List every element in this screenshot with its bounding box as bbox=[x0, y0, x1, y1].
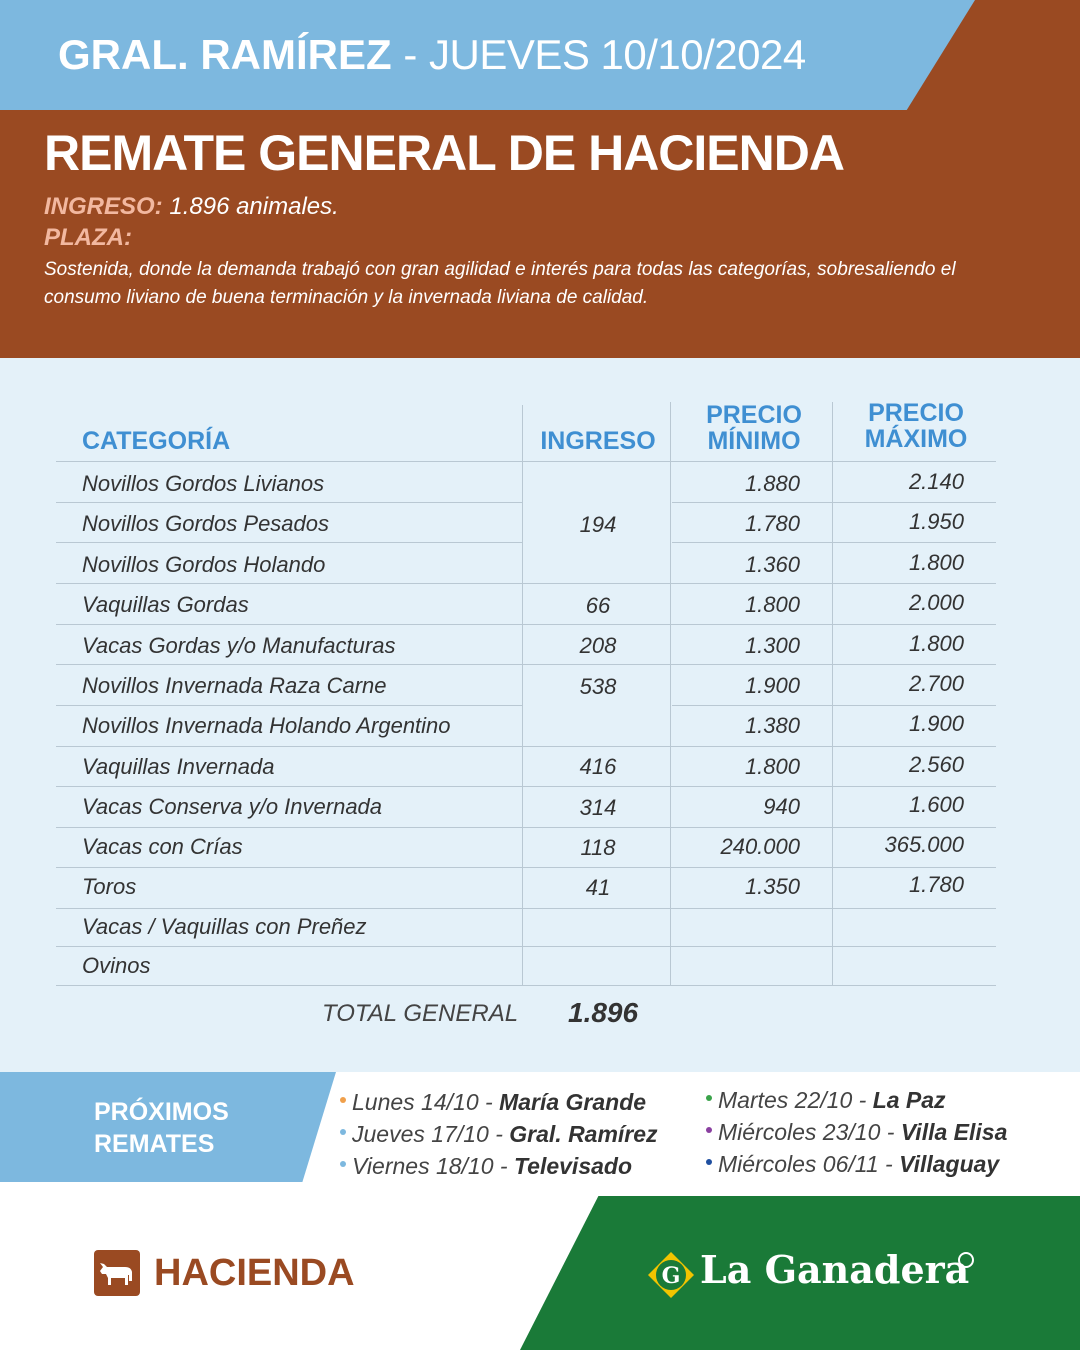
event-day: Miércoles 06/11 - bbox=[718, 1151, 900, 1177]
row-precio-minimo: 1.900 bbox=[744, 673, 800, 698]
dot-icon bbox=[340, 1161, 346, 1167]
date: JUEVES 10/10/2024 bbox=[428, 31, 806, 78]
ingreso-value: 1.896 animales. bbox=[162, 193, 339, 220]
ingreso-line bbox=[44, 192, 339, 222]
upcoming-event bbox=[706, 1084, 946, 1116]
row-ingreso: 314 bbox=[579, 795, 617, 820]
location-date bbox=[58, 30, 806, 80]
event-day: Viernes 18/10 - bbox=[352, 1153, 514, 1179]
row-categoria: Toros bbox=[82, 874, 137, 899]
row-ingreso: 66 bbox=[585, 593, 611, 618]
row-precio-minimo: 1.350 bbox=[744, 874, 800, 899]
row-precio-maximo: 1.900 bbox=[908, 711, 964, 736]
row-categoria: Vacas con Crías bbox=[82, 834, 243, 859]
row-ingreso: 118 bbox=[580, 835, 616, 860]
page-title: REMATE GENERAL DE HACIENDA bbox=[44, 125, 844, 181]
total-value: 1.896 bbox=[568, 997, 639, 1028]
upcoming-title-1: PRÓXIMOS bbox=[94, 1098, 229, 1126]
dot-icon bbox=[706, 1159, 712, 1165]
upcoming-event bbox=[340, 1118, 658, 1150]
event-place: Televisado bbox=[513, 1153, 633, 1179]
upcoming-title bbox=[94, 1096, 229, 1160]
registered-icon bbox=[958, 1252, 974, 1268]
column-divider bbox=[522, 405, 523, 985]
row-ingreso: 416 bbox=[579, 754, 617, 779]
row-precio-minimo: 1.880 bbox=[744, 471, 800, 496]
row-precio-minimo: 1.380 bbox=[744, 713, 800, 738]
row-categoria: Novillos Gordos Holando bbox=[82, 552, 326, 577]
logo-letter: G bbox=[661, 1263, 681, 1289]
row-categoria: Vacas Gordas y/o Manufacturas bbox=[82, 633, 396, 658]
row-categoria: Vaquillas Gordas bbox=[82, 592, 249, 617]
header-precio-maximo-1: PRECIO bbox=[868, 399, 964, 427]
upcoming-event bbox=[340, 1150, 632, 1182]
event-place: Villaguay bbox=[899, 1151, 1000, 1177]
row-ingreso: 194 bbox=[579, 512, 617, 537]
upcoming-title-2: REMATES bbox=[94, 1130, 215, 1158]
brand-name: La Ganadera bbox=[700, 1247, 970, 1292]
event-day: Jueves 17/10 - bbox=[352, 1121, 510, 1147]
row-categoria: Vacas Conserva y/o Invernada bbox=[82, 794, 383, 819]
row-categoria: Vaquillas Invernada bbox=[82, 754, 275, 779]
upcoming-event bbox=[706, 1116, 1007, 1148]
row-categoria: Novillos Gordos Livianos bbox=[82, 471, 325, 496]
row-precio-maximo: 365.000 bbox=[884, 832, 964, 857]
row-categoria: Ovinos bbox=[82, 953, 151, 978]
row-categoria: Novillos Invernada Raza Carne bbox=[82, 673, 387, 698]
header-categoria: CATEGORÍA bbox=[82, 427, 231, 455]
row-precio-minimo: 1.800 bbox=[744, 592, 800, 617]
plaza-label: PLAZA: bbox=[44, 224, 132, 251]
header-precio-minimo-2: MÍNIMO bbox=[707, 427, 801, 455]
dot-icon bbox=[706, 1095, 712, 1101]
cow-icon bbox=[94, 1250, 140, 1296]
row-divider bbox=[56, 985, 996, 986]
upcoming-event bbox=[340, 1086, 646, 1118]
header-precio-minimo-1: PRECIO bbox=[706, 401, 802, 429]
row-precio-maximo: 1.600 bbox=[908, 792, 964, 817]
event-day: Martes 22/10 - bbox=[718, 1087, 873, 1113]
row-precio-minimo: 1.800 bbox=[744, 754, 800, 779]
row-categoria: Vacas / Vaquillas con Preñez bbox=[82, 914, 367, 939]
row-precio-maximo: 2.000 bbox=[908, 590, 964, 615]
separator: - bbox=[391, 31, 429, 78]
row-ingreso: 208 bbox=[579, 633, 617, 658]
event-place: María Grande bbox=[499, 1089, 647, 1115]
row-precio-minimo: 1.360 bbox=[744, 552, 800, 577]
row-precio-maximo: 1.950 bbox=[908, 509, 964, 534]
column-divider bbox=[832, 402, 833, 985]
dot-icon bbox=[340, 1097, 346, 1103]
plaza-text: Sostenida, donde la demanda trabajó con gran agilidad e interés para todas las categorías, sobresaliendo el consumo liviano de buena terminación y la invernada liviana de calidad. bbox=[44, 259, 956, 308]
row-precio-maximo: 1.780 bbox=[908, 872, 964, 897]
event-place: Villa Elisa bbox=[900, 1119, 1008, 1145]
event-place: Gral. Ramírez bbox=[509, 1121, 658, 1147]
la-ganadera-logo-icon bbox=[646, 1250, 696, 1300]
event-place: La Paz bbox=[872, 1087, 946, 1113]
event-day: Lunes 14/10 - bbox=[352, 1089, 500, 1115]
dot-icon bbox=[340, 1129, 346, 1135]
ingreso-label: INGRESO: bbox=[44, 193, 163, 220]
row-precio-minimo: 1.300 bbox=[744, 633, 800, 658]
location: GRAL. RAMÍREZ bbox=[58, 31, 392, 78]
header-precio-maximo-2: MÁXIMO bbox=[864, 425, 968, 453]
row-categoria: Novillos Gordos Pesados bbox=[82, 511, 330, 536]
row-precio-minimo: 240.000 bbox=[720, 834, 800, 859]
header-ingreso: INGRESO bbox=[540, 427, 656, 455]
row-categoria: Novillos Invernada Holando Argentino bbox=[82, 713, 451, 738]
row-ingreso: 41 bbox=[585, 875, 611, 900]
row-precio-minimo: 1.780 bbox=[744, 511, 800, 536]
row-precio-maximo: 2.560 bbox=[908, 752, 964, 777]
header-precio-minimo bbox=[672, 402, 836, 454]
row-precio-maximo: 2.140 bbox=[908, 469, 964, 494]
header-precio-maximo bbox=[834, 400, 998, 452]
row-ingreso: 538 bbox=[579, 674, 617, 699]
section-name: HACIENDA bbox=[154, 1252, 355, 1294]
event-day: Miércoles 23/10 - bbox=[718, 1119, 901, 1145]
row-precio-maximo: 2.700 bbox=[908, 671, 964, 696]
dot-icon bbox=[706, 1127, 712, 1133]
row-precio-maximo: 1.800 bbox=[908, 631, 964, 656]
row-precio-maximo: 1.800 bbox=[908, 550, 964, 575]
upcoming-event bbox=[706, 1148, 999, 1180]
row-precio-minimo: 940 bbox=[763, 794, 800, 819]
total-label: TOTAL GENERAL bbox=[322, 1000, 519, 1027]
